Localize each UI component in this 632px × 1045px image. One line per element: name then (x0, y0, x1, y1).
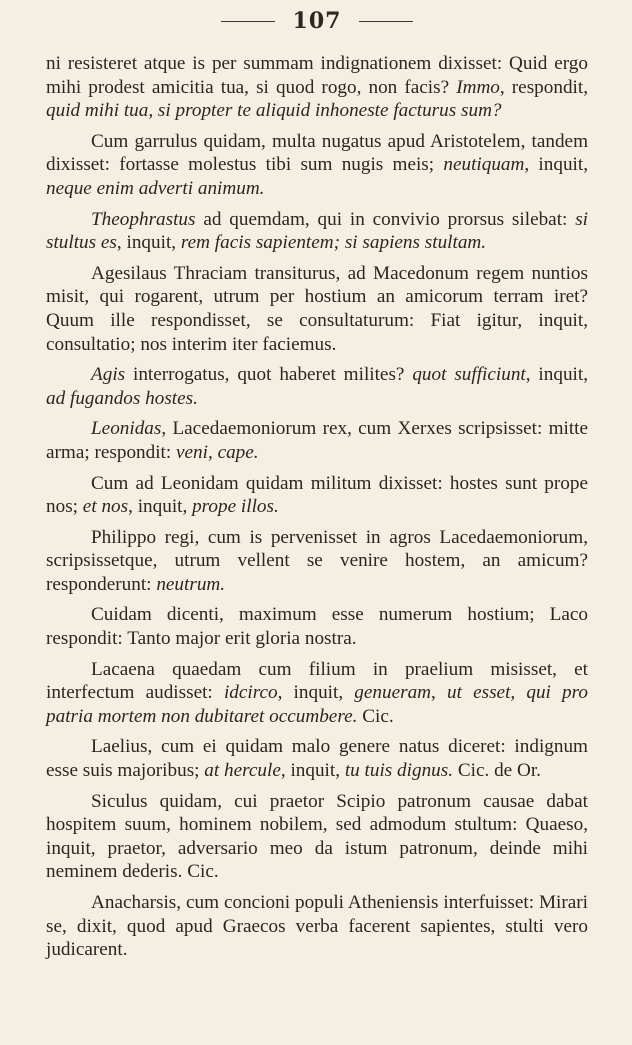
paragraph (46, 735, 588, 782)
italic-text-run: rem facis sapientem; si sapiens stultam. (180, 232, 487, 254)
paragraph (46, 417, 588, 464)
text-run: , (431, 682, 447, 704)
text-run: Agesilaus Thraciam transiturus, ad Macedonum regem nuntios misit, qui rogarent, utrum per hostium an amicorum terram iret? Quum ille respondisset, se consultaturum: Fiat igitur, inquit, consultatio; nos interim iter faciemus. (46, 262, 588, 355)
text-run: Cum ad Leonidam quidam militum dixisset: hostes sunt prope nos; (46, 472, 588, 518)
italic-text-run: genueram (354, 682, 432, 704)
running-header (46, 10, 588, 32)
paragraph (46, 790, 588, 884)
italic-text-run: quid mihi tua, si propter te aliquid inhoneste facturus sum? (46, 100, 502, 122)
italic-text-run: neque enim adverti animum. (46, 177, 265, 199)
paragraph (46, 658, 588, 729)
text-run: Lacaena quaedam cum filium in praelium misisset, et interfectum audisset: (46, 658, 588, 704)
italic-text-run: quot sufficiunt (412, 364, 526, 386)
italic-text-run: prope illos. (192, 496, 279, 518)
italic-text-run: si stultus es (46, 208, 588, 254)
italic-text-run: ut esset, qui pro patria mortem non dubitaret occumbere. (46, 682, 588, 727)
italic-text-run: veni, cape. (176, 441, 259, 463)
header-rule-right (359, 21, 413, 22)
header-rule-left (221, 21, 275, 22)
paragraph (46, 891, 588, 962)
paragraph (46, 363, 588, 410)
text-run: Anacharsis, cum concioni populi Atheniensis interfuisset: Mirari se, dixit, quod apud Graecos verba facerent sapientes, stulti vero judicarent. (46, 892, 588, 961)
italic-text-run: idcirco (223, 682, 278, 704)
text-run: Siculus quidam, cui praetor Scipio patronum causae dabat hospitem suum, hominem nobilem, sed admodum stultum: Quaeso, inquit, praetor, adversario meo da istum patronum, deinde mihi neminem dederis. Cic. (46, 790, 588, 883)
paragraph (46, 526, 588, 597)
italic-text-run: at hercule (204, 760, 281, 782)
text-run: Philippo regi, cum is pervenisset in agros Lacedaemoniorum, scripsissetque, utrum vellent se venire hostem, an amicum? responderunt: (46, 526, 588, 595)
paragraph (46, 52, 588, 123)
italic-text-run: Leonidas (91, 418, 162, 440)
text-run: , inquit, (525, 364, 589, 386)
text-run: Cic. (357, 705, 394, 727)
paragraph (46, 208, 588, 255)
text-run: ni resisteret atque is per summam indignationem dixisset: Quid ergo mihi prodest amicitia tua, si quod rogo, non facis? (46, 53, 588, 98)
italic-text-run: Immo (456, 76, 500, 98)
italic-text-run: neutrum. (156, 573, 226, 595)
page-body (46, 52, 588, 962)
text-run: , inquit, (524, 154, 588, 176)
paragraph (46, 472, 588, 519)
text-run: Cuidam dicenti, maximum esse numerum hostium; Laco respondit: Tanto major erit gloria nostra. (46, 604, 588, 650)
text-run: Cic. de Or. (453, 760, 541, 782)
italic-text-run: ad fugandos hostes. (46, 387, 198, 409)
text-run: , inquit, (277, 682, 355, 704)
italic-text-run: Agis (91, 364, 126, 386)
text-run: ad quemdam, qui in convivio prorsus silebat: (195, 208, 576, 230)
paragraph (46, 262, 588, 356)
paragraph (46, 130, 588, 201)
italic-text-run: Theophrastus (91, 208, 196, 230)
italic-text-run: et nos (82, 496, 129, 518)
text-run: , inquit, (128, 496, 193, 518)
italic-text-run: neutiquam (443, 154, 525, 176)
text-run: Laelius, cum ei quidam malo genere natus diceret: indignum esse suis majoribus; (46, 736, 588, 782)
paragraph (46, 603, 588, 650)
text-run: , inquit, (280, 760, 345, 782)
text-run: Cum garrulus quidam, multa nugatus apud Aristotelem, tandem dixisset: fortasse molestus tibi sum nugis meis; (46, 130, 588, 176)
text-run: interrogatus, quot haberet milites? (125, 364, 413, 386)
italic-text-run: tu tuis dignus. (344, 760, 454, 782)
text-run: , respondit, (499, 76, 589, 98)
text-run: , Lacedaemoniorum rex, cum Xerxes scripsisset: mitte arma; respondit: (46, 418, 588, 463)
page-number: 107 (292, 8, 342, 34)
text-run: , inquit, (116, 232, 181, 254)
